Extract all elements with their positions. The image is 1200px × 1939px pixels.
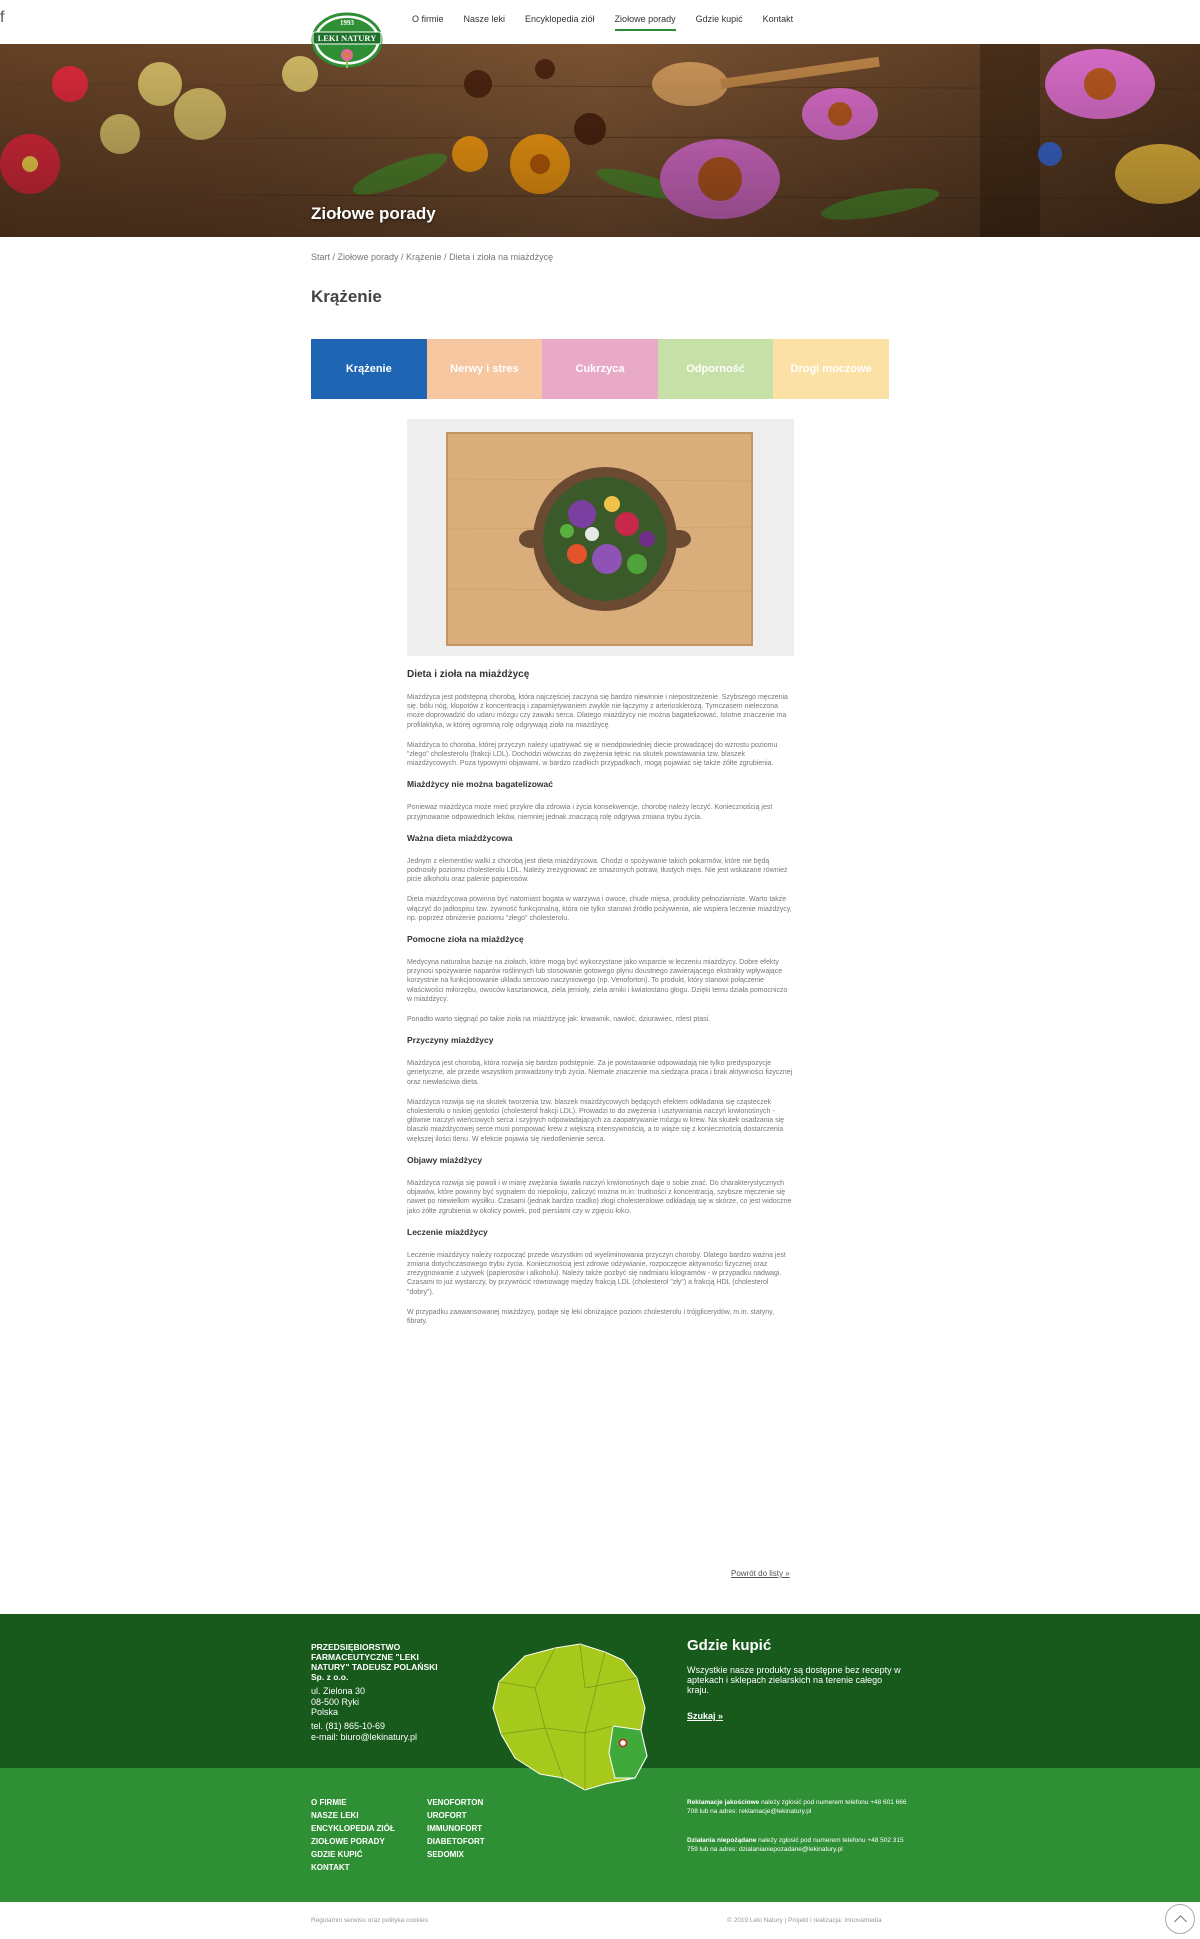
credits-text: © 2019 Leki Natury | Projekt i realizacja: Innovamedia (727, 1917, 882, 1924)
article-subheading: Ważna dieta miażdżycowa (407, 832, 513, 843)
search-link[interactable]: Szukaj » (687, 1711, 724, 1721)
hero-title: Ziołowe porady (311, 204, 436, 223)
article-paragraph: Miażdżyca rozwija się powoli i w miarę zwężania światła naczyń krwionośnych daje o sobie znać. Do charakterystycznych objawów, które powinny być sygnałem do niepokoju, zaliczyć można m.in: trudności z koncentracją, szybsze męczenie się nawet po niewielkim wysiłku. Czasami (jednak bardzo rzadko) złogi cholesterolowe odkładają się w skórze, co jest widoczne jako żółte zgrubienia w okolicy powiek, pod piersiami czy w zgięciu łokci. (407, 1179, 792, 1215)
article-title: Dieta i zioła na miażdżycę (407, 669, 530, 680)
article-paragraph: Miażdżyca rozwija się na skutek tworzenia tzw. blaszek miażdżycowych będących efektem odkładania się cząsteczek cholesterolu o niskiej gęstości (cholesterol frakcji LDL). Prowadzi to do zwężenia i usztywniania naczyń krwionośnych - głównie naczyń wieńcowych serca i szyjnych odpowiadających za zaopatrywanie mózgu w krew. Na skutek osadzania się blaszki miażdżycowej serce musi pompować krew z większą intensywnością, a to wiąże się z koniecznością dostarczenia większej ilości tlenu. W efekcie pojawia się niedotlenienie serca. (407, 1098, 785, 1143)
footer-nav-products (427, 1796, 485, 1861)
nav-ziolowe-porady[interactable]: Ziołowe porady (615, 14, 676, 31)
article-subheading: Miażdżycy nie można bagatelizować (407, 779, 553, 790)
category-tabs (311, 339, 889, 399)
article-subheading: Przyczyny miażdżycy (407, 1035, 494, 1046)
article-body (407, 669, 794, 1337)
footer-product-venoforton[interactable]: VENOFORTON (427, 1798, 484, 1807)
footer-nav-encyklopedia[interactable]: ENCYKLOPEDIA ZIÓŁ (311, 1824, 395, 1833)
article-paragraph: Miażdżyca to choroba, której przyczyn należy upatrywać się w nieodpowiedniej diecie prowadzącej do wzrostu poziomu "złego" cholesterolu (frakcji LDL). Dochodzi wówczas do zwężenia tętnic na skutek powstawania tzw. blaszek miażdżycowych. Poza typowymi objawami, w bardzo rzadkich przypadkach, mogą pojawiać się także żółte zgrubienia. (407, 741, 778, 768)
article-subheading: Pomocne zioła na miażdżycę (407, 934, 524, 945)
article-paragraph: Miażdżyca jest podstępną chorobą, która najczęściej zaczyna się bardzo niewinnie i niepostrzeżenie. Szybszego męczenia się, bólu nóg, kłopotów z koncentracją i zapamiętywaniem zwykle nie łączymy z arteriosklerozą. Tymczasem nieleczona może doprowadzić do udaru mózgu czy zawału serca. Dlatego miażdżycy nie można bagatelizować. Istotne znaczenie ma profilaktyka, w której ogromną rolę odgrywają zioła na miażdżycę. (407, 694, 788, 729)
tab-nerwy-i-stres[interactable]: Nerwy i stres (427, 339, 543, 399)
poland-map[interactable] (485, 1638, 653, 1796)
notice-text: należy zgłosić pod numerem telefonu +48 601 666 708 lub na adres: reklamacje@lekinatury.pl (687, 1799, 907, 1815)
footer-nav-kontakt[interactable]: KONTAKT (311, 1863, 350, 1872)
footer-address (311, 1686, 365, 1718)
terms-link[interactable]: Regulamin serwisu oraz polityka cookies (311, 1917, 429, 1924)
article-paragraph: Jednym z elementów walki z chorobą jest dieta miażdżycowa. Chodzi o spożywanie takich pokarmów, które nie będą podnosiły poziomu cholesterolu LDL. Należy zrezygnować ze smażonych potraw, tłustych mięs. Nie jest wskazane również picie alkoholu oraz palenie papierosów. (407, 857, 788, 884)
footer-nav-ziolowe-porady[interactable]: ZIOŁOWE PORADY (311, 1837, 385, 1846)
article-subheading: Objawy miażdżycy (407, 1154, 483, 1165)
copyright-bar (0, 1902, 1200, 1939)
article-image (407, 419, 794, 656)
footer-nav-gdzie-kupic[interactable]: GDZIE KUPIĆ (311, 1850, 363, 1859)
article-paragraph: Ponieważ miażdżyca może mieć przykre dla zdrowia i życia konsekwencje, chorobę należy leczyć. Koniecznością jest przyjmowanie odpowiednich leków, niemniej jednak znaczącą rolę odgrywa zmiana trybu życia. (407, 804, 773, 821)
hero-banner (0, 44, 1200, 237)
tab-cukrzyca[interactable]: Cukrzyca (542, 339, 658, 399)
article-paragraph: Medycyna naturalna bazuje na ziołach, które mogą być wykorzystane jako wsparcie w leczeniu miażdżycy. Dobre efekty przynosi spożywanie naparów roślinnych lub stosowanie gotowego płynu doustnego zawierającego ekstrakty wpływające korzystnie na funkcjonowanie układu sercowo naczyniowego (np. Venoforton). To produkt, który stanowi połączenie właściwości miłorzębu, owoców kasztanowca, ziela jemioły, ziela arniki i kwiatostanu głogu. Dzięki temu działa pomocniczo w miażdżycy. (407, 959, 788, 1003)
where-to-buy-title: Gdzie kupić (687, 1637, 772, 1654)
nav-kontakt[interactable]: Kontakt (762, 14, 794, 24)
where-to-buy-text: Wszystkie nasze produkty są dostępne bez recepty w aptekach i sklepach zielarskich na terenie całego kraju. (687, 1665, 901, 1695)
footer-product-sedomix[interactable]: SEDOMIX (427, 1850, 464, 1859)
address-line: 08-500 Ryki (311, 1696, 360, 1707)
article-paragraph: W przypadku zaawansowanej miażdżycy, podaje się leki obniżające poziom cholesterolu i trójglicerydów, m.in. statyny, fibraty. (407, 1308, 775, 1325)
address-line: Polska (311, 1707, 339, 1717)
facebook-icon[interactable]: f (0, 9, 5, 26)
nav-encyklopedia-ziol[interactable]: Encyklopedia ziół (525, 14, 595, 24)
footer-product-diabetofort[interactable]: DIABETOFORT (427, 1837, 485, 1846)
nav-nasze-leki[interactable]: Nasze leki (463, 14, 506, 24)
notice-heading: Reklamacje jakościowe (687, 1799, 760, 1806)
side-effects-notice (687, 1836, 907, 1854)
site-header (0, 0, 1200, 44)
footer-phone[interactable]: tel. (81) 865-10-69 (311, 1721, 386, 1731)
breadcrumb[interactable]: Start / Ziołowe porady / Krążenie / Dieta i zioła na miażdżycę (311, 252, 554, 262)
back-to-list-link[interactable]: Powrót do listy » (731, 1569, 790, 1578)
footer-nav-nasze-leki[interactable]: NASZE LEKI (311, 1811, 359, 1820)
notice-text: należy zgłosić pod numerem telefonu +48 502 315 759 lub na adres: dzialanianiepozadane@lekinatury.pl (687, 1837, 904, 1853)
article-paragraph: Miażdżyca jest chorobą, która rozwija się bardzo podstępnie. Za je powstawanie odpowiadają nie tylko predyspozycje genetyczne, ale przede wszystkim prowadzony tryb życia. Niemałe znaczenie ma siedząca praca i brak aktywności fizycznej oraz niewłaściwa dieta. (407, 1060, 793, 1086)
logo-year: 1993 (340, 19, 354, 27)
article-paragraph: Ponadto warto sięgnąć po takie zioła na miażdżycę jak: krwawnik, nawłoć, dziurawiec, rdest ptasi. (407, 1016, 711, 1024)
herbs-background-image (0, 44, 1200, 237)
footer-contact (311, 1721, 417, 1742)
page-title: Krążenie (311, 287, 382, 306)
tab-drogi-moczowe[interactable]: Drogi moczowe (773, 339, 889, 399)
article-paragraph: Leczenie miażdżycy należy rozpocząć przede wszystkim od wyeliminowania przyczyn choroby. Dlatego bardzo ważna jest zmiana dotychczasowego trybu życia. Koniecznością jest zdrowe odżywianie, rozpoczęcie aktywności fizycznej oraz zrezygnowanie z używek (papierosów i alkoholu). Należy także pozbyć się nadmiaru kilogramów - w przypadku nadwagi. Czasami to już wystarczy, by przywrócić równowagę między frakcją LDL (cholesterol "zły") a frakcją HDL (cholesterol "dobry"). (407, 1251, 786, 1296)
leki-natury-logo[interactable] (311, 12, 383, 74)
quality-complaints-notice (687, 1798, 907, 1816)
address-line: ul. Zielona 30 (311, 1686, 366, 1696)
scroll-to-top-button[interactable] (1165, 1904, 1195, 1934)
logo-name: LEKI NATURY (317, 33, 377, 43)
tab-krazenie[interactable]: Krążenie (311, 339, 427, 399)
nav-o-firmie[interactable]: O firmie (412, 14, 444, 24)
main-nav (412, 14, 813, 31)
article-paragraph: Dieta miażdżycowa powinna być natomiast bogata w warzywa i owoce, chude mięsa, produkty pełnoziarniste. Warto także włączyć do jadłospisu tzw. żywność funkcjonalną, która nie tylko stanowi źródło pożywienia, ale wspiera leczenie miażdżycy, np. poprzez obniżenie poziomu "złego" cholesterolu. (407, 896, 792, 922)
tab-odpornosc[interactable]: Odporność (658, 339, 774, 399)
notice-heading: Działania niepożądane (687, 1837, 757, 1844)
footer-nav-o-firmie[interactable]: O FIRMIE (311, 1798, 347, 1807)
footer-product-immunofort[interactable]: IMMUNOFORT (427, 1824, 483, 1833)
nav-gdzie-kupic[interactable]: Gdzie kupić (695, 14, 743, 24)
footer-company-name: PRZEDSIĘBIORSTWO FARMACEUTYCZNE "LEKI NATURY" TADEUSZ POLAŃSKI Sp. z o.o. (311, 1642, 438, 1682)
footer-nav-main (311, 1796, 395, 1874)
footer-email[interactable]: e-mail: biuro@lekinatury.pl (311, 1731, 418, 1742)
footer-product-urofort[interactable]: UROFORT (427, 1811, 467, 1820)
article-subheading: Leczenie miażdżycy (407, 1226, 488, 1237)
